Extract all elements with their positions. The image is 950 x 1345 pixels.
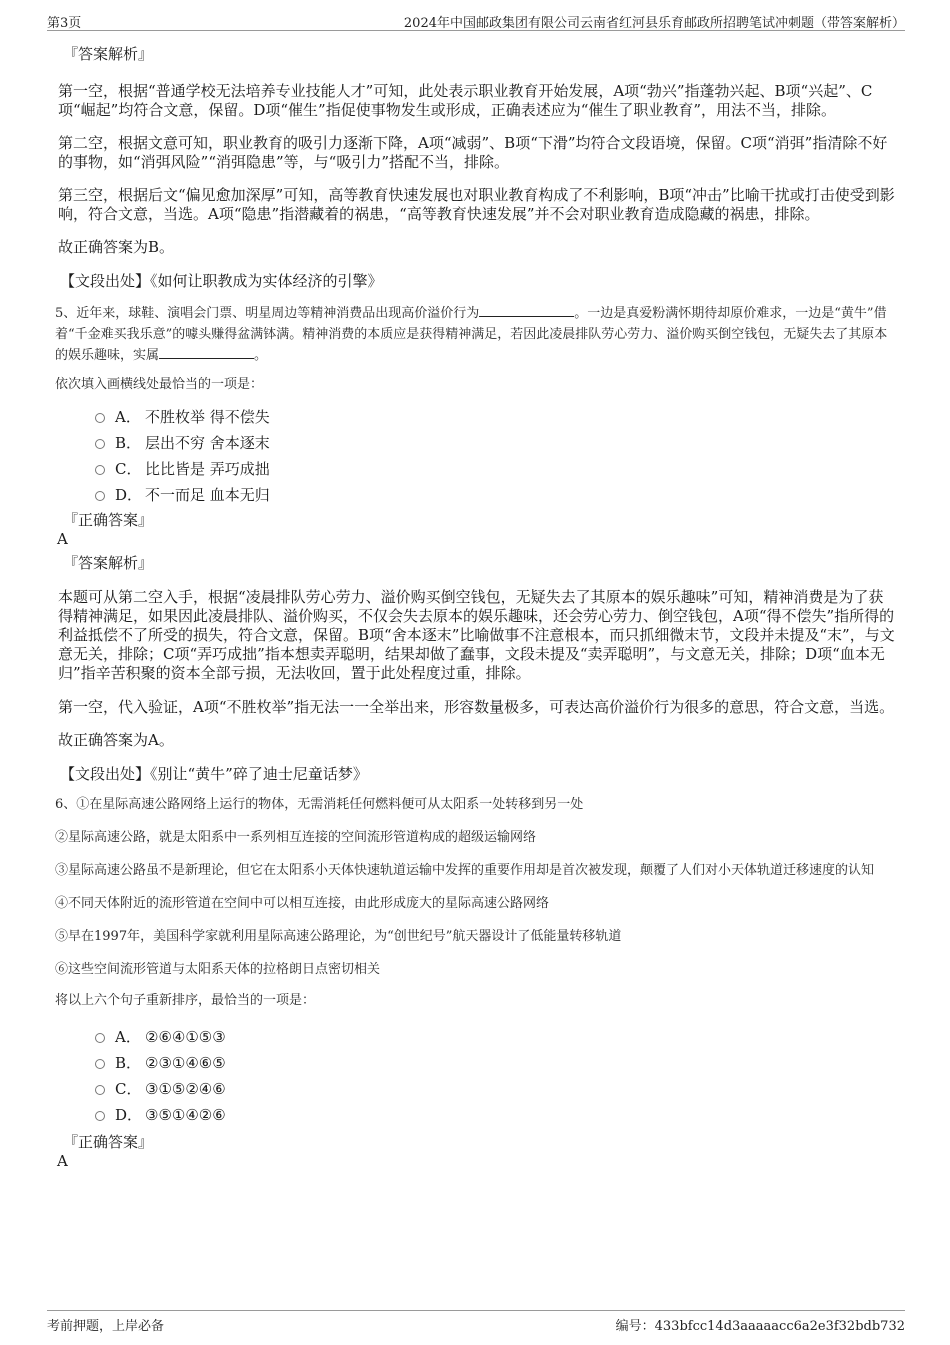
question-stem <box>55 303 895 366</box>
option-text: 不胜枚举 得不偿失 <box>145 408 270 426</box>
radio-icon[interactable] <box>95 1033 105 1043</box>
analysis-paragraph: 第二空，根据文意可知，职业教育的吸引力逐渐下降，A项“减弱”、B项“下滑”均符合文段语境，保留。C项“消弭”指清除不好的事物，如“消弭风险”“消弭隐患”等，与“吸引力”搭配不当，排除。 <box>58 134 888 171</box>
sentence-3: ③星际高速公路虽不是新理论，但它在太阳系小天体快速轨道运输中发挥的重要作用却是首次被发现，颠覆了人们对小天体轨道迁移速度的认知 <box>55 863 875 878</box>
sentence-2: ②星际高速公路，就是太阳系中一系列相互连接的空间流形管道构成的超级运输网络 <box>55 830 537 845</box>
option-b[interactable] <box>95 430 895 456</box>
option-text: 比比皆是 弄巧成拙 <box>145 460 270 478</box>
correct-answer: A <box>57 1152 68 1170</box>
radio-icon[interactable] <box>95 439 105 449</box>
correct-answer: A <box>57 530 68 548</box>
option-a[interactable] <box>95 1024 895 1050</box>
option-d[interactable] <box>95 482 895 508</box>
final-answer-line: 故正确答案为B。 <box>58 238 175 256</box>
sentence-6: ⑥这些空间流形管道与太阳系天体的拉格朗日点密切相关 <box>55 962 381 977</box>
radio-icon[interactable] <box>95 465 105 475</box>
fill-blank <box>159 346 254 359</box>
page-footer <box>47 1310 905 1333</box>
question-instruction: 依次填入画横线处最恰当的一项是： <box>55 377 264 392</box>
radio-icon[interactable] <box>95 1111 105 1121</box>
document-code: 编号：433bfcc14d3aaaaacc6a2e3f32bdb732 <box>615 1319 905 1334</box>
sentence-4: ④不同天体附近的流形管道在空间中可以相互连接，由此形成庞大的星际高速公路网络 <box>55 896 550 911</box>
question-stem-part: 5、近年来，球鞋、演唱会门票、明星周边等精神消费品出现高价溢价行为 <box>55 306 480 321</box>
option-c[interactable] <box>95 1076 895 1102</box>
fill-blank <box>479 304 574 317</box>
option-key: D． <box>115 486 143 504</box>
option-key: B． <box>115 434 142 452</box>
option-text: ②⑥④①⑤③ <box>145 1028 226 1046</box>
option-key: A． <box>115 408 141 426</box>
source-citation: 【文段出处】《如何让职教成为实体经济的引擎》 <box>60 272 383 290</box>
radio-icon[interactable] <box>95 1085 105 1095</box>
option-b[interactable] <box>95 1050 895 1076</box>
sentence-1: 6、①在星际高速公路网络上运行的物体，无需消耗任何燃料便可从太阳系一处转移到另一处 <box>55 797 584 812</box>
option-a[interactable] <box>95 404 895 430</box>
option-text: 不一而足 血本无归 <box>145 486 270 504</box>
radio-icon[interactable] <box>95 413 105 423</box>
page-content <box>55 44 895 1171</box>
option-key: A． <box>115 1028 141 1046</box>
source-citation: 【文段出处】《别让“黄牛”碎了迪士尼童话梦》 <box>60 765 368 783</box>
analysis-paragraph: 第一空，代入验证，A项“不胜枚举”指无法一一全举出来，形容数量极多，可表达高价溢价行为很多的意思，符合文意，当选。 <box>58 698 895 716</box>
option-c[interactable] <box>95 456 895 482</box>
sentence-5: ⑤早在1997年，美国科学家就利用星际高速公路理论，为“创世纪号”航天器设计了低能量转移轨道 <box>55 929 622 944</box>
radio-icon[interactable] <box>95 491 105 501</box>
question-stem-part: 。 <box>254 348 268 363</box>
option-d[interactable] <box>95 1102 895 1128</box>
question-stem-part: 。一边是真爱粉满怀期待却原价难求，一边是“黄牛”借着“千金难买我乐意”的噱头赚得盆满钵满。精神消费的本质应是获得精神满足，若因此凌晨排队劳心劳力、溢价购买倒空钱包，无疑失去了其原本的娱乐趣味，实属 <box>55 306 888 363</box>
page-number: 第3页 <box>47 16 82 31</box>
option-list <box>95 404 895 508</box>
radio-icon[interactable] <box>95 1059 105 1069</box>
analysis-paragraph: 第三空，根据后文“偏见愈加深厚”可知，高等教育快速发展也对职业教育构成了不利影响，B项“冲击”比喻干扰或打击使受到影响，符合文意，当选。A项“隐患”指潜藏着的祸患，“高等教育快速发展”并不会对职业教育造成隐藏的祸患，排除。 <box>58 186 895 223</box>
analysis-paragraph: 第一空，根据“普通学校无法培养专业技能人才”可知，此处表示职业教育开始发展，A项“勃兴”指蓬勃兴起、B项“兴起”、C项“崛起”均符合文意，保留。D项“催生”指促使事物发生或形成，正确表述应为“催生了职业教育”，用法不当，排除。 <box>58 82 873 119</box>
analysis-label: 『答案解析』 <box>63 554 154 572</box>
option-key: C． <box>115 1080 142 1098</box>
correct-answer-label: 『正确答案』 <box>63 1133 154 1151</box>
option-text: ②③①④⑥⑤ <box>145 1054 226 1072</box>
option-key: B． <box>115 1054 142 1072</box>
analysis-label: 『答案解析』 <box>63 45 154 63</box>
option-text: 层出不穷 舍本逐末 <box>145 434 270 452</box>
final-answer-line: 故正确答案为A。 <box>58 731 174 749</box>
document-title: 2024年中国邮政集团有限公司云南省红河县乐育邮政所招聘笔试冲刺题（带答案解析） <box>403 16 905 31</box>
footer-slogan: 考前押题，上岸必备 <box>47 1319 165 1334</box>
option-list <box>95 1024 895 1128</box>
option-key: D． <box>115 1106 143 1124</box>
question-instruction: 将以上六个句子重新排序，最恰当的一项是： <box>55 993 316 1008</box>
option-key: C． <box>115 460 142 478</box>
analysis-paragraph: 本题可从第二空入手，根据“凌晨排队劳心劳力、溢价购买倒空钱包，无疑失去了其原本的娱乐趣味”可知，精神消费是为了获得精神满足，如果因此凌晨排队、溢价购买，不仅会失去原本的娱乐趣味，还会劳心劳力、倒空钱包，A项“得不偿失”指所得的利益抵偿不了所受的损失，符合文意，保留。B项“舍本逐末”比喻做事不注意根本，而只抓细微末节，文段并未提及“末”，与文意无关，排除；C项“弄巧成拙”指本想卖弄聪明，结果却做了蠢事，文段未提及“卖弄聪明”，与文意无关，排除；D项“血本无归”指辛苦积聚的资本全部亏损，无法收回，置于此处程度过重，排除。 <box>58 588 895 682</box>
page-header <box>47 8 905 31</box>
option-text: ③①⑤②④⑥ <box>145 1080 226 1098</box>
correct-answer-label: 『正确答案』 <box>63 511 154 529</box>
option-text: ③⑤①④②⑥ <box>145 1106 226 1124</box>
